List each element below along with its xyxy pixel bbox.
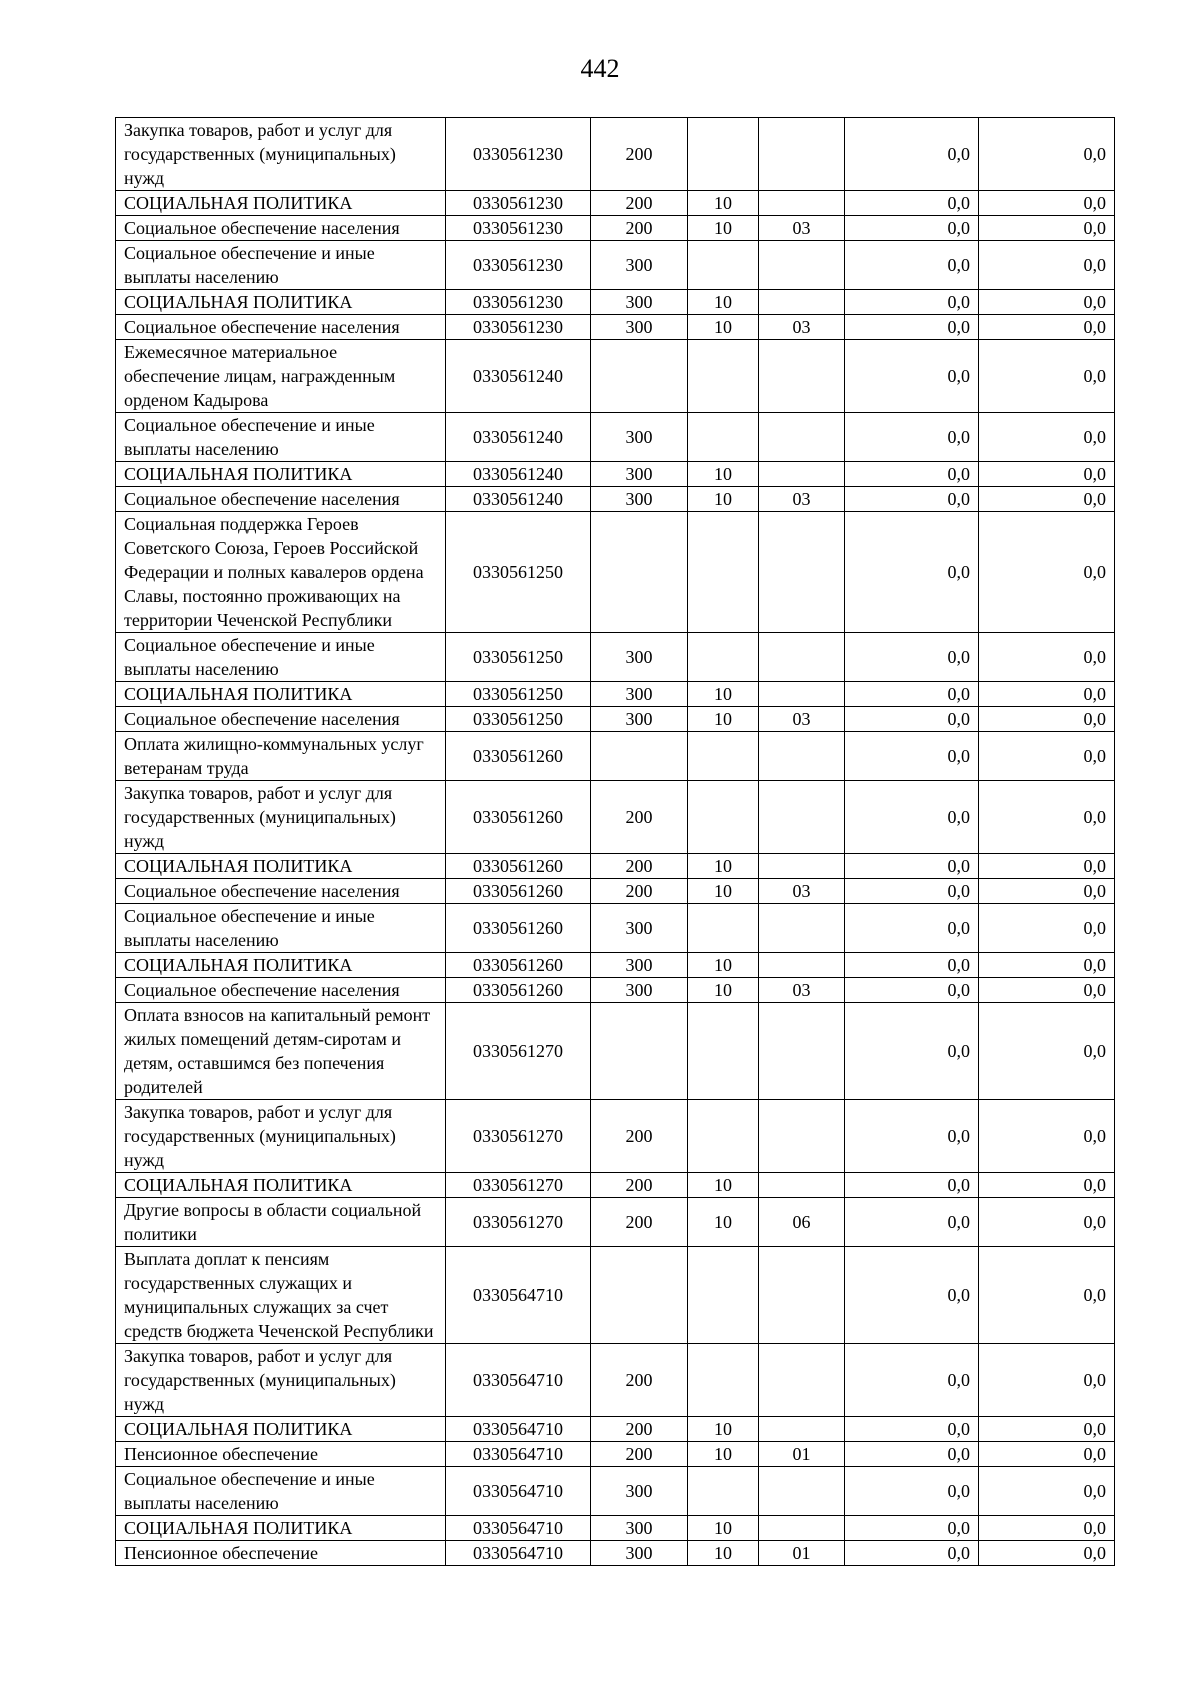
row-subsection: 01 (759, 1442, 845, 1467)
row-expense-type: 300 (591, 978, 688, 1003)
row-amount-2: 0,0 (979, 340, 1115, 413)
row-amount-1: 0,0 (845, 118, 979, 191)
row-name: СОЦИАЛЬНАЯ ПОЛИТИКА (116, 682, 446, 707)
row-subsection: 03 (759, 978, 845, 1003)
row-amount-1: 0,0 (845, 290, 979, 315)
table-row (116, 1467, 1115, 1516)
table-row (116, 1173, 1115, 1198)
table-row (116, 315, 1115, 340)
row-section: 10 (688, 315, 759, 340)
row-target-code: 0330561240 (446, 462, 591, 487)
row-amount-2: 0,0 (979, 854, 1115, 879)
row-expense-type: 200 (591, 118, 688, 191)
row-name: Социальное обеспечение населения (116, 315, 446, 340)
row-name: Закупка товаров, работ и услуг для государственных (муниципальных) нужд (116, 118, 446, 191)
row-name: СОЦИАЛЬНАЯ ПОЛИТИКА (116, 1417, 446, 1442)
row-subsection: 03 (759, 216, 845, 241)
row-amount-1: 0,0 (845, 1344, 979, 1417)
table-row (116, 732, 1115, 781)
row-amount-2: 0,0 (979, 1442, 1115, 1467)
row-target-code: 0330561260 (446, 854, 591, 879)
row-section: 10 (688, 216, 759, 241)
row-section (688, 732, 759, 781)
row-name: Закупка товаров, работ и услуг для государственных (муниципальных) нужд (116, 781, 446, 854)
table-row (116, 1516, 1115, 1541)
row-expense-type: 300 (591, 315, 688, 340)
row-amount-1: 0,0 (845, 462, 979, 487)
row-amount-1: 0,0 (845, 413, 979, 462)
row-expense-type: 200 (591, 1442, 688, 1467)
row-amount-2: 0,0 (979, 462, 1115, 487)
row-amount-2: 0,0 (979, 1541, 1115, 1566)
row-expense-type: 200 (591, 1344, 688, 1417)
row-subsection (759, 1516, 845, 1541)
row-expense-type: 200 (591, 191, 688, 216)
row-amount-2: 0,0 (979, 682, 1115, 707)
row-amount-1: 0,0 (845, 1516, 979, 1541)
row-section: 10 (688, 1541, 759, 1566)
row-target-code: 0330561250 (446, 707, 591, 732)
row-name: СОЦИАЛЬНАЯ ПОЛИТИКА (116, 191, 446, 216)
row-target-code: 0330561240 (446, 340, 591, 413)
row-amount-2: 0,0 (979, 1173, 1115, 1198)
row-expense-type: 300 (591, 462, 688, 487)
row-target-code: 0330561270 (446, 1100, 591, 1173)
row-subsection (759, 1344, 845, 1417)
table-row (116, 216, 1115, 241)
row-amount-1: 0,0 (845, 953, 979, 978)
row-name: Социальное обеспечение населения (116, 879, 446, 904)
row-section (688, 1247, 759, 1344)
row-section: 10 (688, 462, 759, 487)
row-section (688, 340, 759, 413)
row-name: Пенсионное обеспечение (116, 1541, 446, 1566)
row-amount-1: 0,0 (845, 879, 979, 904)
row-subsection (759, 413, 845, 462)
table-row (116, 1344, 1115, 1417)
row-section: 10 (688, 290, 759, 315)
row-amount-1: 0,0 (845, 978, 979, 1003)
row-target-code: 0330564710 (446, 1516, 591, 1541)
row-section: 10 (688, 191, 759, 216)
row-name: Социальное обеспечение населения (116, 707, 446, 732)
table-row (116, 241, 1115, 290)
row-subsection (759, 1417, 845, 1442)
row-name: Выплата доплат к пенсиям государственных служащих и муниципальных служащих за счет средств бюджета Чеченской Республики (116, 1247, 446, 1344)
row-amount-2: 0,0 (979, 1344, 1115, 1417)
row-amount-2: 0,0 (979, 879, 1115, 904)
row-subsection (759, 512, 845, 633)
row-target-code: 0330564710 (446, 1247, 591, 1344)
table-row (116, 978, 1115, 1003)
table-row (116, 340, 1115, 413)
row-target-code: 0330561260 (446, 732, 591, 781)
row-section: 10 (688, 1442, 759, 1467)
row-subsection (759, 340, 845, 413)
row-amount-1: 0,0 (845, 512, 979, 633)
row-subsection (759, 191, 845, 216)
row-section: 10 (688, 682, 759, 707)
row-expense-type: 300 (591, 241, 688, 290)
row-amount-2: 0,0 (979, 978, 1115, 1003)
row-expense-type: 200 (591, 1173, 688, 1198)
row-section (688, 241, 759, 290)
row-name: Социальное обеспечение и иные выплаты населению (116, 904, 446, 953)
table-row (116, 1541, 1115, 1566)
row-amount-2: 0,0 (979, 241, 1115, 290)
row-amount-1: 0,0 (845, 1100, 979, 1173)
row-subsection (759, 781, 845, 854)
row-amount-1: 0,0 (845, 1467, 979, 1516)
row-subsection (759, 1100, 845, 1173)
row-amount-2: 0,0 (979, 1467, 1115, 1516)
row-amount-1: 0,0 (845, 191, 979, 216)
row-amount-1: 0,0 (845, 1198, 979, 1247)
row-name: Социальное обеспечение населения (116, 978, 446, 1003)
row-expense-type: 300 (591, 1467, 688, 1516)
row-amount-2: 0,0 (979, 633, 1115, 682)
row-expense-type: 200 (591, 216, 688, 241)
table-row (116, 1417, 1115, 1442)
row-name: СОЦИАЛЬНАЯ ПОЛИТИКА (116, 953, 446, 978)
row-target-code: 0330564710 (446, 1442, 591, 1467)
table-row (116, 191, 1115, 216)
row-target-code: 0330564710 (446, 1344, 591, 1417)
row-target-code: 0330561260 (446, 904, 591, 953)
row-subsection (759, 462, 845, 487)
row-section (688, 633, 759, 682)
table-body (116, 118, 1115, 1566)
row-target-code: 0330561230 (446, 216, 591, 241)
row-target-code: 0330561240 (446, 413, 591, 462)
table-row (116, 904, 1115, 953)
row-target-code: 0330564710 (446, 1467, 591, 1516)
page-number: 442 (580, 54, 620, 83)
row-amount-2: 0,0 (979, 413, 1115, 462)
row-amount-2: 0,0 (979, 1003, 1115, 1100)
row-name: Закупка товаров, работ и услуг для государственных (муниципальных) нужд (116, 1100, 446, 1173)
row-target-code: 0330561250 (446, 512, 591, 633)
row-amount-1: 0,0 (845, 1442, 979, 1467)
row-subsection (759, 953, 845, 978)
row-amount-2: 0,0 (979, 732, 1115, 781)
row-name: Социальное обеспечение и иные выплаты населению (116, 241, 446, 290)
row-target-code: 0330561230 (446, 290, 591, 315)
row-target-code: 0330561230 (446, 118, 591, 191)
row-amount-1: 0,0 (845, 241, 979, 290)
row-section: 10 (688, 854, 759, 879)
row-expense-type: 200 (591, 781, 688, 854)
row-expense-type: 300 (591, 1541, 688, 1566)
row-subsection (759, 1003, 845, 1100)
row-target-code: 0330564710 (446, 1417, 591, 1442)
row-section: 10 (688, 487, 759, 512)
row-section (688, 1344, 759, 1417)
row-target-code: 0330561260 (446, 781, 591, 854)
row-amount-2: 0,0 (979, 118, 1115, 191)
row-section (688, 1467, 759, 1516)
row-amount-2: 0,0 (979, 1247, 1115, 1344)
row-target-code: 0330561250 (446, 682, 591, 707)
row-subsection (759, 682, 845, 707)
table-row (116, 1247, 1115, 1344)
row-amount-1: 0,0 (845, 732, 979, 781)
row-expense-type: 300 (591, 290, 688, 315)
row-section (688, 512, 759, 633)
row-name: Социальное обеспечение населения (116, 216, 446, 241)
row-subsection: 03 (759, 487, 845, 512)
table-row (116, 118, 1115, 191)
budget-table (115, 117, 1115, 1566)
row-amount-1: 0,0 (845, 781, 979, 854)
row-subsection: 03 (759, 879, 845, 904)
row-expense-type: 300 (591, 413, 688, 462)
row-amount-2: 0,0 (979, 315, 1115, 340)
row-amount-2: 0,0 (979, 781, 1115, 854)
row-target-code: 0330561260 (446, 953, 591, 978)
row-expense-type: 200 (591, 1198, 688, 1247)
row-name: Социальное обеспечение населения (116, 487, 446, 512)
row-amount-2: 0,0 (979, 1516, 1115, 1541)
row-name: Оплата взносов на капитальный ремонт жилых помещений детям-сиротам и детям, оставшимся без попечения родителей (116, 1003, 446, 1100)
row-section: 10 (688, 879, 759, 904)
row-amount-1: 0,0 (845, 1003, 979, 1100)
row-section (688, 1100, 759, 1173)
row-amount-2: 0,0 (979, 953, 1115, 978)
row-subsection (759, 633, 845, 682)
row-expense-type: 200 (591, 879, 688, 904)
row-expense-type: 300 (591, 633, 688, 682)
row-target-code: 0330561230 (446, 191, 591, 216)
table-row (116, 290, 1115, 315)
row-amount-1: 0,0 (845, 487, 979, 512)
row-section (688, 904, 759, 953)
row-subsection (759, 732, 845, 781)
row-section: 10 (688, 707, 759, 732)
row-amount-1: 0,0 (845, 904, 979, 953)
row-subsection: 06 (759, 1198, 845, 1247)
row-subsection (759, 904, 845, 953)
table-row (116, 879, 1115, 904)
row-subsection (759, 241, 845, 290)
row-name: СОЦИАЛЬНАЯ ПОЛИТИКА (116, 854, 446, 879)
row-expense-type (591, 340, 688, 413)
row-amount-1: 0,0 (845, 707, 979, 732)
row-amount-2: 0,0 (979, 487, 1115, 512)
row-name: Социальная поддержка Героев Советского Союза, Героев Российской Федерации и полных кавалеров ордена Славы, постоянно проживающих на территории Чеченской Республики (116, 512, 446, 633)
table-row (116, 487, 1115, 512)
row-subsection (759, 118, 845, 191)
row-subsection (759, 290, 845, 315)
row-name: Оплата жилищно-коммунальных услуг ветеранам труда (116, 732, 446, 781)
row-amount-2: 0,0 (979, 904, 1115, 953)
table-row (116, 707, 1115, 732)
row-subsection: 03 (759, 707, 845, 732)
row-amount-2: 0,0 (979, 191, 1115, 216)
row-amount-2: 0,0 (979, 216, 1115, 241)
row-section (688, 413, 759, 462)
row-target-code: 0330561260 (446, 879, 591, 904)
row-name: СОЦИАЛЬНАЯ ПОЛИТИКА (116, 1173, 446, 1198)
table-row (116, 1442, 1115, 1467)
table-row (116, 462, 1115, 487)
row-amount-2: 0,0 (979, 1100, 1115, 1173)
row-amount-1: 0,0 (845, 633, 979, 682)
row-amount-1: 0,0 (845, 682, 979, 707)
row-subsection: 03 (759, 315, 845, 340)
table-row (116, 1198, 1115, 1247)
row-amount-1: 0,0 (845, 1417, 979, 1442)
row-expense-type: 200 (591, 1100, 688, 1173)
row-name: Другие вопросы в области социальной политики (116, 1198, 446, 1247)
row-name: Пенсионное обеспечение (116, 1442, 446, 1467)
row-amount-1: 0,0 (845, 854, 979, 879)
row-subsection (759, 1247, 845, 1344)
row-amount-1: 0,0 (845, 1541, 979, 1566)
table-row (116, 633, 1115, 682)
row-expense-type: 300 (591, 1516, 688, 1541)
row-amount-1: 0,0 (845, 315, 979, 340)
table-row (116, 413, 1115, 462)
row-amount-2: 0,0 (979, 1198, 1115, 1247)
row-name: Социальное обеспечение и иные выплаты населению (116, 1467, 446, 1516)
row-subsection (759, 1467, 845, 1516)
row-expense-type: 300 (591, 487, 688, 512)
row-name: Закупка товаров, работ и услуг для государственных (муниципальных) нужд (116, 1344, 446, 1417)
row-amount-1: 0,0 (845, 1173, 979, 1198)
row-section (688, 118, 759, 191)
row-name: СОЦИАЛЬНАЯ ПОЛИТИКА (116, 1516, 446, 1541)
row-name: Социальное обеспечение и иные выплаты населению (116, 413, 446, 462)
row-expense-type (591, 512, 688, 633)
row-target-code: 0330561230 (446, 241, 591, 290)
row-section (688, 781, 759, 854)
table-row (116, 781, 1115, 854)
table-row (116, 854, 1115, 879)
row-amount-2: 0,0 (979, 512, 1115, 633)
row-target-code: 0330561270 (446, 1198, 591, 1247)
row-expense-type: 200 (591, 854, 688, 879)
row-target-code: 0330564710 (446, 1541, 591, 1566)
row-target-code: 0330561270 (446, 1173, 591, 1198)
row-subsection: 01 (759, 1541, 845, 1566)
row-amount-1: 0,0 (845, 216, 979, 241)
row-section: 10 (688, 1198, 759, 1247)
row-amount-2: 0,0 (979, 707, 1115, 732)
row-section: 10 (688, 1516, 759, 1541)
row-expense-type (591, 1003, 688, 1100)
row-expense-type: 200 (591, 1417, 688, 1442)
row-amount-2: 0,0 (979, 290, 1115, 315)
row-expense-type: 300 (591, 904, 688, 953)
row-section (688, 1003, 759, 1100)
row-expense-type (591, 1247, 688, 1344)
row-amount-1: 0,0 (845, 340, 979, 413)
row-name: Ежемесячное материальное обеспечение лицам, награжденным орденом Кадырова (116, 340, 446, 413)
table-row (116, 1003, 1115, 1100)
row-amount-2: 0,0 (979, 1417, 1115, 1442)
row-expense-type (591, 732, 688, 781)
row-target-code: 0330561250 (446, 633, 591, 682)
row-section: 10 (688, 1173, 759, 1198)
row-subsection (759, 1173, 845, 1198)
row-name: Социальное обеспечение и иные выплаты населению (116, 633, 446, 682)
row-section: 10 (688, 953, 759, 978)
row-expense-type: 300 (591, 953, 688, 978)
table-row (116, 512, 1115, 633)
table-row (116, 682, 1115, 707)
row-target-code: 0330561270 (446, 1003, 591, 1100)
table-row (116, 953, 1115, 978)
row-subsection (759, 854, 845, 879)
row-section: 10 (688, 978, 759, 1003)
row-expense-type: 300 (591, 682, 688, 707)
row-target-code: 0330561240 (446, 487, 591, 512)
table-row (116, 1100, 1115, 1173)
row-target-code: 0330561260 (446, 978, 591, 1003)
row-section: 10 (688, 1417, 759, 1442)
row-name: СОЦИАЛЬНАЯ ПОЛИТИКА (116, 462, 446, 487)
row-target-code: 0330561230 (446, 315, 591, 340)
row-expense-type: 300 (591, 707, 688, 732)
row-name: СОЦИАЛЬНАЯ ПОЛИТИКА (116, 290, 446, 315)
row-amount-1: 0,0 (845, 1247, 979, 1344)
